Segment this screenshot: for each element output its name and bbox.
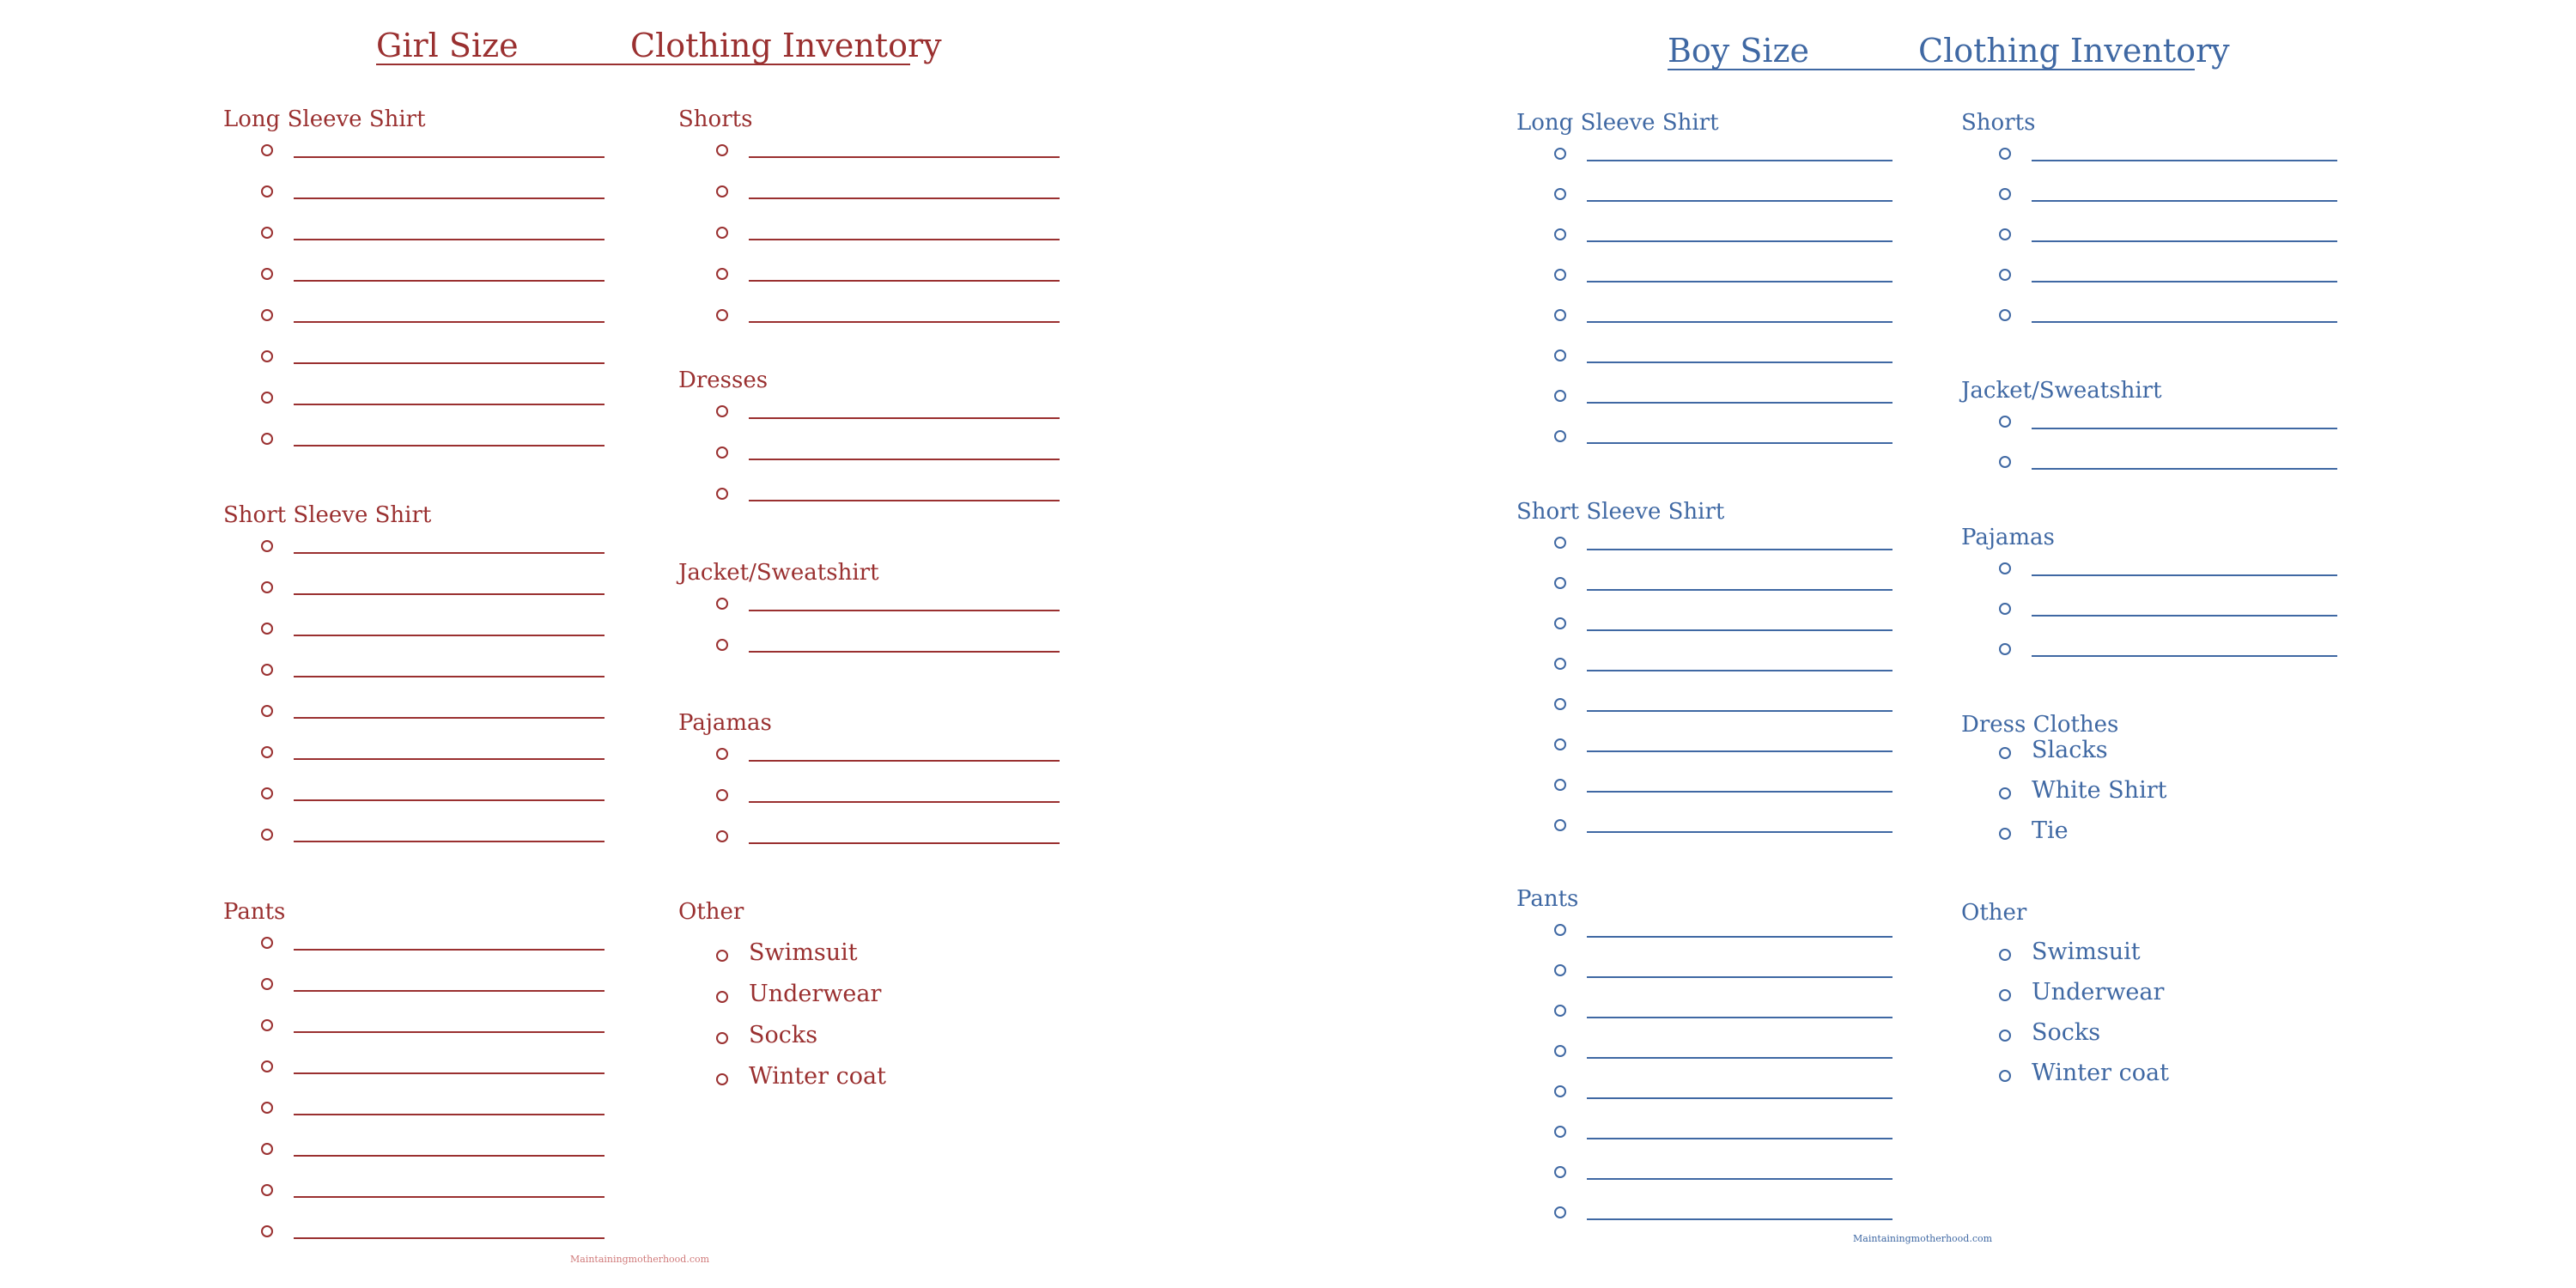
girl-dresses-section xyxy=(678,366,768,395)
fill-in-line[interactable] xyxy=(1587,442,1893,444)
fill-in-line[interactable] xyxy=(2032,655,2337,657)
bullet-circle-icon xyxy=(261,1184,273,1196)
fill-in-line[interactable] xyxy=(294,949,605,951)
bullet-circle-icon xyxy=(1554,309,1566,321)
fill-in-line[interactable] xyxy=(294,799,605,801)
bullet-circle-icon xyxy=(716,447,728,459)
boy-shorts-title: Shorts xyxy=(1961,110,2036,136)
boy-other-title: Other xyxy=(1961,900,2027,926)
girl-shorts-section xyxy=(678,105,752,134)
fill-in-line[interactable] xyxy=(294,445,605,447)
fill-in-line[interactable] xyxy=(294,717,605,719)
bullet-circle-icon xyxy=(1554,658,1566,670)
fill-in-line[interactable] xyxy=(294,593,605,595)
fill-in-line[interactable] xyxy=(1587,791,1893,793)
girl-dresses-title: Dresses xyxy=(678,368,769,393)
boy-pants-section xyxy=(1516,884,1578,914)
bullet-circle-icon xyxy=(1554,698,1566,710)
girl-other-section xyxy=(678,897,886,1090)
girl-shorts-title: Shorts xyxy=(678,106,753,132)
boy-pajamas-title: Pajamas xyxy=(1961,525,2055,550)
fill-in-line[interactable] xyxy=(294,280,605,282)
list-item-label: Swimsuit xyxy=(749,939,858,966)
bullet-circle-icon xyxy=(261,227,273,239)
boy-short-sleeve-title: Short Sleeve Shirt xyxy=(1516,499,1725,525)
bullet-circle-icon xyxy=(261,309,273,321)
bullet-circle-icon xyxy=(261,937,273,949)
bullet-circle-icon xyxy=(261,433,273,445)
girl-pajamas-title: Pajamas xyxy=(678,710,772,736)
bullet-circle-icon xyxy=(1554,269,1566,281)
fill-in-line[interactable] xyxy=(749,651,1060,653)
bullet-circle-icon xyxy=(1999,1030,2011,1042)
bullet-circle-icon xyxy=(1999,562,2011,574)
list-item-label: Winter coat xyxy=(2032,1060,2169,1086)
bullet-circle-icon xyxy=(1999,456,2011,468)
boy-pants-title: Pants xyxy=(1516,886,1579,912)
bullet-circle-icon xyxy=(261,623,273,635)
bullet-circle-icon xyxy=(1554,430,1566,442)
bullet-circle-icon xyxy=(1999,309,2011,321)
fill-in-line[interactable] xyxy=(2032,574,2337,576)
fill-in-line[interactable] xyxy=(294,676,605,677)
bullet-circle-icon xyxy=(716,991,728,1003)
fill-in-line[interactable] xyxy=(294,362,605,364)
fill-in-line[interactable] xyxy=(294,404,605,405)
fill-in-line[interactable] xyxy=(294,239,605,240)
bullet-circle-icon xyxy=(1554,188,1566,200)
bullet-circle-icon xyxy=(716,830,728,842)
list-item-label: Slacks xyxy=(2032,737,2108,763)
fill-in-line[interactable] xyxy=(2032,428,2337,429)
fill-in-line[interactable] xyxy=(1587,240,1893,242)
bullet-circle-icon xyxy=(261,787,273,799)
bullet-circle-icon xyxy=(716,598,728,610)
fill-in-line[interactable] xyxy=(1587,976,1893,978)
fill-in-line[interactable] xyxy=(294,1072,605,1074)
fill-in-line[interactable] xyxy=(1587,936,1893,938)
bullet-circle-icon xyxy=(1999,148,2011,160)
list-item-label: Underwear xyxy=(749,981,882,1007)
bullet-circle-icon xyxy=(716,639,728,651)
fill-in-line[interactable] xyxy=(2032,468,2337,470)
boy-shorts-section xyxy=(1961,108,2035,137)
fill-in-line[interactable] xyxy=(294,321,605,323)
bullet-circle-icon xyxy=(1554,1166,1566,1178)
bullet-circle-icon xyxy=(716,748,728,760)
boy-footer: Maintainingmotherhood.com xyxy=(1853,1233,1993,1244)
fill-in-line[interactable] xyxy=(749,610,1060,611)
fill-in-line[interactable] xyxy=(294,552,605,554)
fill-in-line[interactable] xyxy=(1587,670,1893,671)
bullet-circle-icon xyxy=(1554,537,1566,549)
fill-in-line[interactable] xyxy=(2032,160,2337,161)
list-item-label: Socks xyxy=(2032,1019,2101,1046)
bullet-circle-icon xyxy=(1554,1206,1566,1218)
list-item-label: Swimsuit xyxy=(2032,939,2141,965)
bullet-circle-icon xyxy=(1554,738,1566,750)
bullet-circle-icon xyxy=(1999,989,2011,1001)
girl-footer: Maintainingmotherhood.com xyxy=(570,1254,710,1265)
fill-in-line[interactable] xyxy=(1587,750,1893,752)
bullet-circle-icon xyxy=(261,144,273,156)
bullet-circle-icon xyxy=(716,1032,728,1044)
bullet-circle-icon xyxy=(1554,148,1566,160)
bullet-circle-icon xyxy=(1554,1126,1566,1138)
girl-pants-section xyxy=(223,897,285,927)
bullet-circle-icon xyxy=(1999,228,2011,240)
bullet-circle-icon xyxy=(1554,924,1566,936)
bullet-circle-icon xyxy=(261,1060,273,1072)
list-item-label: Socks xyxy=(749,1022,818,1048)
girl-jacket-title: Jacket/Sweatshirt xyxy=(678,560,879,586)
fill-in-line[interactable] xyxy=(749,239,1060,240)
fill-in-line[interactable] xyxy=(1587,402,1893,404)
girl-page-title xyxy=(376,24,942,65)
fill-in-line[interactable] xyxy=(294,635,605,636)
bullet-circle-icon xyxy=(261,268,273,280)
fill-in-line[interactable] xyxy=(294,1155,605,1157)
bullet-circle-icon xyxy=(1554,390,1566,402)
fill-in-line[interactable] xyxy=(749,321,1060,323)
boy-dress-clothes-title: Dress Clothes xyxy=(1961,712,2119,738)
bullet-circle-icon xyxy=(261,392,273,404)
bullet-circle-icon xyxy=(1554,617,1566,629)
fill-in-line[interactable] xyxy=(749,280,1060,282)
fill-in-line[interactable] xyxy=(1587,549,1893,550)
girl-short-sleeve-title: Short Sleeve Shirt xyxy=(223,502,432,528)
fill-in-line[interactable] xyxy=(1587,281,1893,283)
fill-in-line[interactable] xyxy=(294,1237,605,1239)
fill-in-line[interactable] xyxy=(749,156,1060,158)
girl-long-sleeve-title: Long Sleeve Shirt xyxy=(223,106,426,132)
girl-other-title: Other xyxy=(678,899,744,925)
fill-in-line[interactable] xyxy=(749,842,1060,844)
bullet-circle-icon xyxy=(261,540,273,552)
boy-inventory-page xyxy=(1288,0,2576,1288)
fill-in-line[interactable] xyxy=(294,990,605,992)
list-item-label: Winter coat xyxy=(749,1063,886,1090)
list-item-label: Tie xyxy=(2032,817,2069,844)
fill-in-line[interactable] xyxy=(2032,281,2337,283)
fill-in-line[interactable] xyxy=(1587,321,1893,323)
fill-in-line[interactable] xyxy=(1587,1178,1893,1180)
bullet-circle-icon xyxy=(261,1019,273,1031)
bullet-circle-icon xyxy=(261,705,273,717)
bullet-circle-icon xyxy=(1554,1085,1566,1097)
boy-title-size: Boy Size xyxy=(1668,32,1810,70)
fill-in-line[interactable] xyxy=(294,156,605,158)
bullet-circle-icon xyxy=(261,978,273,990)
bullet-circle-icon xyxy=(716,185,728,197)
bullet-circle-icon xyxy=(1554,1045,1566,1057)
bullet-circle-icon xyxy=(261,1102,273,1114)
girl-pajamas-section xyxy=(678,708,772,738)
fill-in-line[interactable] xyxy=(2032,321,2337,323)
fill-in-line[interactable] xyxy=(749,417,1060,419)
bullet-circle-icon xyxy=(1999,188,2011,200)
bullet-circle-icon xyxy=(261,185,273,197)
bullet-circle-icon xyxy=(261,581,273,593)
fill-in-line[interactable] xyxy=(1587,1218,1893,1220)
bullet-circle-icon xyxy=(261,829,273,841)
boy-long-sleeve-section xyxy=(1516,108,1719,137)
fill-in-line[interactable] xyxy=(294,1031,605,1033)
girl-long-sleeve-section xyxy=(223,105,426,134)
bullet-circle-icon xyxy=(1999,416,2011,428)
fill-in-line[interactable] xyxy=(1587,160,1893,161)
bullet-circle-icon xyxy=(261,1143,273,1155)
girl-pants-title: Pants xyxy=(223,899,286,925)
bullet-circle-icon xyxy=(1554,819,1566,831)
bullet-circle-icon xyxy=(261,664,273,676)
fill-in-line[interactable] xyxy=(749,500,1060,501)
fill-in-line[interactable] xyxy=(749,459,1060,460)
girl-short-sleeve-section xyxy=(223,501,431,530)
fill-in-line[interactable] xyxy=(749,801,1060,803)
boy-jacket-title: Jacket/Sweatshirt xyxy=(1961,378,2162,404)
fill-in-line[interactable] xyxy=(2032,200,2337,202)
fill-in-line[interactable] xyxy=(2032,615,2337,617)
bullet-circle-icon xyxy=(716,488,728,500)
fill-in-line[interactable] xyxy=(749,760,1060,762)
boy-other-section xyxy=(1961,898,2169,1086)
girl-jacket-section xyxy=(678,558,879,587)
bullet-circle-icon xyxy=(716,789,728,801)
bullet-circle-icon xyxy=(716,950,728,962)
fill-in-line[interactable] xyxy=(1587,589,1893,591)
bullet-circle-icon xyxy=(1999,828,2011,840)
bullet-circle-icon xyxy=(1554,228,1566,240)
bullet-circle-icon xyxy=(1999,1070,2011,1082)
bullet-circle-icon xyxy=(716,405,728,417)
bullet-circle-icon xyxy=(261,1225,273,1237)
bullet-circle-icon xyxy=(1554,349,1566,361)
bullet-circle-icon xyxy=(1554,964,1566,976)
fill-in-line[interactable] xyxy=(1587,361,1893,363)
fill-in-line[interactable] xyxy=(1587,1057,1893,1059)
boy-pajamas-section xyxy=(1961,523,2055,552)
fill-in-line[interactable] xyxy=(294,1196,605,1198)
boy-dress-clothes-section xyxy=(1961,710,2167,844)
bullet-circle-icon xyxy=(716,268,728,280)
fill-in-line[interactable] xyxy=(1587,1097,1893,1099)
list-item-label: Underwear xyxy=(2032,979,2165,1005)
bullet-circle-icon xyxy=(261,350,273,362)
fill-in-line[interactable] xyxy=(2032,240,2337,242)
bullet-circle-icon xyxy=(1554,779,1566,791)
fill-in-line[interactable] xyxy=(1587,200,1893,202)
girl-title-inventory: Clothing Inventory xyxy=(630,27,942,64)
bullet-circle-icon xyxy=(716,144,728,156)
fill-in-line[interactable] xyxy=(294,758,605,760)
bullet-circle-icon xyxy=(1999,747,2011,759)
girl-title-size: Girl Size xyxy=(376,27,519,64)
fill-in-line[interactable] xyxy=(294,1114,605,1115)
fill-in-line[interactable] xyxy=(1587,831,1893,833)
bullet-circle-icon xyxy=(716,227,728,239)
bullet-circle-icon xyxy=(1999,603,2011,615)
bullet-circle-icon xyxy=(1999,643,2011,655)
bullet-circle-icon xyxy=(261,746,273,758)
fill-in-line[interactable] xyxy=(294,197,605,199)
boy-title-inventory: Clothing Inventory xyxy=(1918,32,2230,70)
fill-in-line[interactable] xyxy=(1587,710,1893,712)
boy-short-sleeve-section xyxy=(1516,497,1724,526)
bullet-circle-icon xyxy=(1999,949,2011,961)
fill-in-line[interactable] xyxy=(1587,629,1893,631)
bullet-circle-icon xyxy=(1554,577,1566,589)
fill-in-line[interactable] xyxy=(1587,1017,1893,1018)
bullet-circle-icon xyxy=(716,309,728,321)
boy-jacket-section xyxy=(1961,376,2162,405)
bullet-circle-icon xyxy=(1999,269,2011,281)
fill-in-line[interactable] xyxy=(1587,1138,1893,1139)
bullet-circle-icon xyxy=(1999,787,2011,799)
fill-in-line[interactable] xyxy=(294,841,605,842)
list-item-label: White Shirt xyxy=(2032,777,2167,804)
fill-in-line[interactable] xyxy=(749,197,1060,199)
boy-page-title xyxy=(1668,29,2230,70)
boy-long-sleeve-title: Long Sleeve Shirt xyxy=(1516,110,1719,136)
bullet-circle-icon xyxy=(716,1073,728,1085)
bullet-circle-icon xyxy=(1554,1005,1566,1017)
